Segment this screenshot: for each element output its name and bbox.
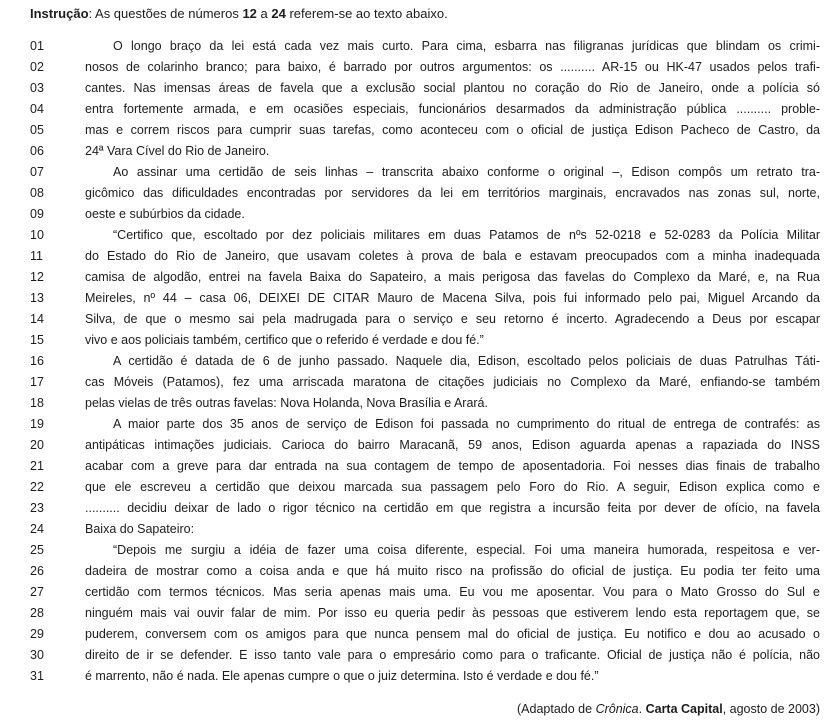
text-line (30, 582, 820, 603)
line-number: 31 (30, 669, 44, 683)
text-line (30, 435, 820, 456)
line-number: 11 (30, 249, 43, 263)
text-line (30, 456, 820, 477)
line-number: 06 (30, 144, 44, 158)
instruction-colon-text: : As questões de números (88, 6, 243, 21)
line-text: certidão com termos técnicos. Mas seria apenas mais uma. Eu vou me aposentar. Vou para o Mato Grosso do Sul e (85, 585, 820, 599)
line-number: 18 (30, 396, 44, 410)
instruction-suffix: referem-se ao texto abaixo. (285, 6, 448, 21)
text-line (30, 414, 820, 435)
line-text: mas e correm riscos para cumprir suas tarefas, como aconteceu com o oficial de justiça Edison Pacheco de Castro, da (85, 123, 820, 137)
line-number: 20 (30, 438, 44, 452)
line-text: pelas vielas de três outras favelas: Nova Holanda, Nova Brasília e Arará. (85, 396, 488, 410)
line-number: 23 (30, 501, 44, 515)
line-text: Silva, de que o mesmo sai pela madrugada para o serviço e seu retorno é incerto. Agradecendo a Deus por escapar (85, 312, 820, 326)
text-line (30, 351, 820, 372)
text-line (30, 204, 820, 225)
line-text: .......... decidiu deixar de lado o rigor técnico na certidão em que registra a incursão feita por dever de ofício, na favela (85, 501, 820, 515)
line-number: 03 (30, 81, 44, 95)
line-number: 04 (30, 102, 44, 116)
attribution-dot: . (638, 702, 646, 716)
line-text: “Certifico que, escoltado por dez policiais militares em duas Patamos de nºs 52-0218 e 52-0283 da Polícia Militar (113, 228, 820, 242)
instruction-mid-text: a (256, 6, 272, 21)
line-number: 29 (30, 627, 44, 641)
text-line (30, 99, 820, 120)
line-number: 10 (30, 228, 44, 242)
text-body (30, 36, 820, 687)
line-text: gicômico das dificuldades encontradas por servidores da lei em territórios marginais, encravados nas zonas sul, norte, (85, 186, 820, 200)
text-line (30, 330, 820, 351)
question-range-end: 24 (271, 6, 286, 21)
line-number: 28 (30, 606, 44, 620)
line-text: ninguém mais vai ouvir falar de mim. Por isso eu queria pedir às pessoas que estiverem lendo esta reportagem que, se (85, 606, 820, 620)
text-line (30, 246, 820, 267)
line-text: entra fortemente armada, e em ocasiões especiais, funcionários desarmados da administração pública .......... proble- (85, 102, 820, 116)
line-text: camisa de algodão, entrei na favela Baixa do Sapateiro, a mais perigosa das favelas do Complexo da Maré, e, na Rua (85, 270, 820, 284)
source-attribution (30, 701, 820, 717)
text-line (30, 666, 820, 687)
text-line (30, 540, 820, 561)
line-number: 16 (30, 354, 44, 368)
line-number: 15 (30, 333, 44, 347)
line-number: 05 (30, 123, 44, 137)
line-number: 07 (30, 165, 44, 179)
line-number: 12 (30, 270, 44, 284)
line-text: O longo braço da lei está cada vez mais curto. Para cima, esbarra nas filigranas jurídicas que blindam os crimi- (113, 39, 820, 53)
text-line (30, 141, 820, 162)
text-line (30, 645, 820, 666)
line-text: 24ª Vara Cível do Rio de Janeiro. (85, 144, 270, 158)
line-number: 27 (30, 585, 44, 599)
text-line (30, 225, 820, 246)
line-number: 01 (30, 39, 44, 53)
line-text: dadeira de mostrar como a coisa anda e que há muito risco na profissão do oficial de justiça. Eu podia ter feito uma (85, 564, 820, 578)
text-line (30, 57, 820, 78)
instruction-label: Instrução (30, 6, 89, 21)
text-line (30, 78, 820, 99)
line-text: direito de ir se defender. E isso tanto vale para o empresário como para o traficante. Oficial de justiça não é polícia, não (85, 648, 820, 662)
line-text: Baixa do Sapateiro: (85, 522, 195, 536)
line-number: 24 (30, 522, 44, 536)
line-text: cas Móveis (Patamos), fez uma arriscada maratona de citações judiciais no Complexo da Maré, enfiando-se também (85, 375, 820, 389)
line-text: “Depois me surgiu a idéia de fazer uma coisa diferente, especial. Foi uma maneira humorada, respeitosa e ver- (113, 543, 820, 557)
line-number: 22 (30, 480, 44, 494)
instruction-line (30, 6, 820, 22)
text-line (30, 477, 820, 498)
text-line (30, 603, 820, 624)
line-text: nosos de colarinho branco; para baixo, é barrado por outros argumentos: os .......... AR-15 ou HK-47 usados pelos trafi- (85, 60, 820, 74)
text-line (30, 120, 820, 141)
text-line (30, 561, 820, 582)
text-line (30, 498, 820, 519)
text-line (30, 309, 820, 330)
line-text: antipáticas intimações judiciais. Carioca do bairro Maracanã, 59 anos, Edison aguarda apenas a rapaziada do INSS (85, 438, 820, 452)
text-line (30, 288, 820, 309)
line-number: 26 (30, 564, 44, 578)
line-number: 21 (30, 459, 44, 473)
line-number: 13 (30, 291, 44, 305)
line-number: 08 (30, 186, 44, 200)
line-text: é marrento, não é nada. Ele apenas cumpre o que o juiz determina. Isto é verdade e dou fé.” (85, 669, 599, 683)
line-number: 17 (30, 375, 44, 389)
line-number: 25 (30, 543, 44, 557)
line-number: 30 (30, 648, 44, 662)
line-text: cantes. Nas imensas áreas de favela que a exclusão social plantou no coração do Rio de Janeiro, onde a polícia só (85, 81, 820, 95)
attribution-prefix: (Adaptado de (517, 702, 596, 716)
text-line (30, 36, 820, 57)
line-text: A maior parte dos 35 anos de serviço de Edison foi passada no cumprimento do ritual de entrega de contrafés: as (113, 417, 820, 431)
line-text: Ao assinar uma certidão de seis linhas – transcrita abaixo conforme o original –, Edison compôs um retrato tra- (113, 165, 820, 179)
text-line (30, 162, 820, 183)
line-text: oeste e subúrbios da cidade. (85, 207, 245, 221)
source-magazine-name: Carta Capital (645, 702, 723, 716)
source-work-title: Crônica (595, 702, 639, 716)
line-text: vivo e aos policiais também, certifico que o referido é verdade e dou fé.” (85, 333, 484, 347)
text-line (30, 267, 820, 288)
text-line (30, 624, 820, 645)
attribution-suffix: , agosto de 2003) (722, 702, 820, 716)
text-line (30, 519, 820, 540)
text-line (30, 372, 820, 393)
text-line (30, 183, 820, 204)
line-text: do Estado do Rio de Janeiro, que usavam coletes à prova de bala e estavam preocupados com a minha inadequada (85, 249, 820, 263)
line-text: A certidão é datada de 6 de junho passado. Naquele dia, Edison, escoltado pelos policiais de duas Patrulhas Táti- (113, 354, 820, 368)
line-text: que ele escreveu a certidão que deixou marcada sua passagem pelo Foro do Rio. A seguir, Edison explica como e (85, 480, 820, 494)
line-number: 02 (30, 60, 44, 74)
text-line (30, 393, 820, 414)
line-text: Meireles, nº 44 – casa 06, DEIXEI DE CITAR Mauro de Macena Silva, pois fui informado pelo pai, Miguel Arcando da (85, 291, 820, 305)
line-number: 14 (30, 312, 44, 326)
line-number: 19 (30, 417, 44, 431)
question-range-start: 12 (242, 6, 257, 21)
line-number: 09 (30, 207, 44, 221)
line-text: puderem, conversem com os amigos para que nunca pensem mal do oficial de justiça. Eu notifico e dou ao acusado o (85, 627, 820, 641)
line-text: acabar com a greve para dar entrada na sua contagem de tempo de aposentadoria. Foi nesses dias finais de trabalho (85, 459, 820, 473)
